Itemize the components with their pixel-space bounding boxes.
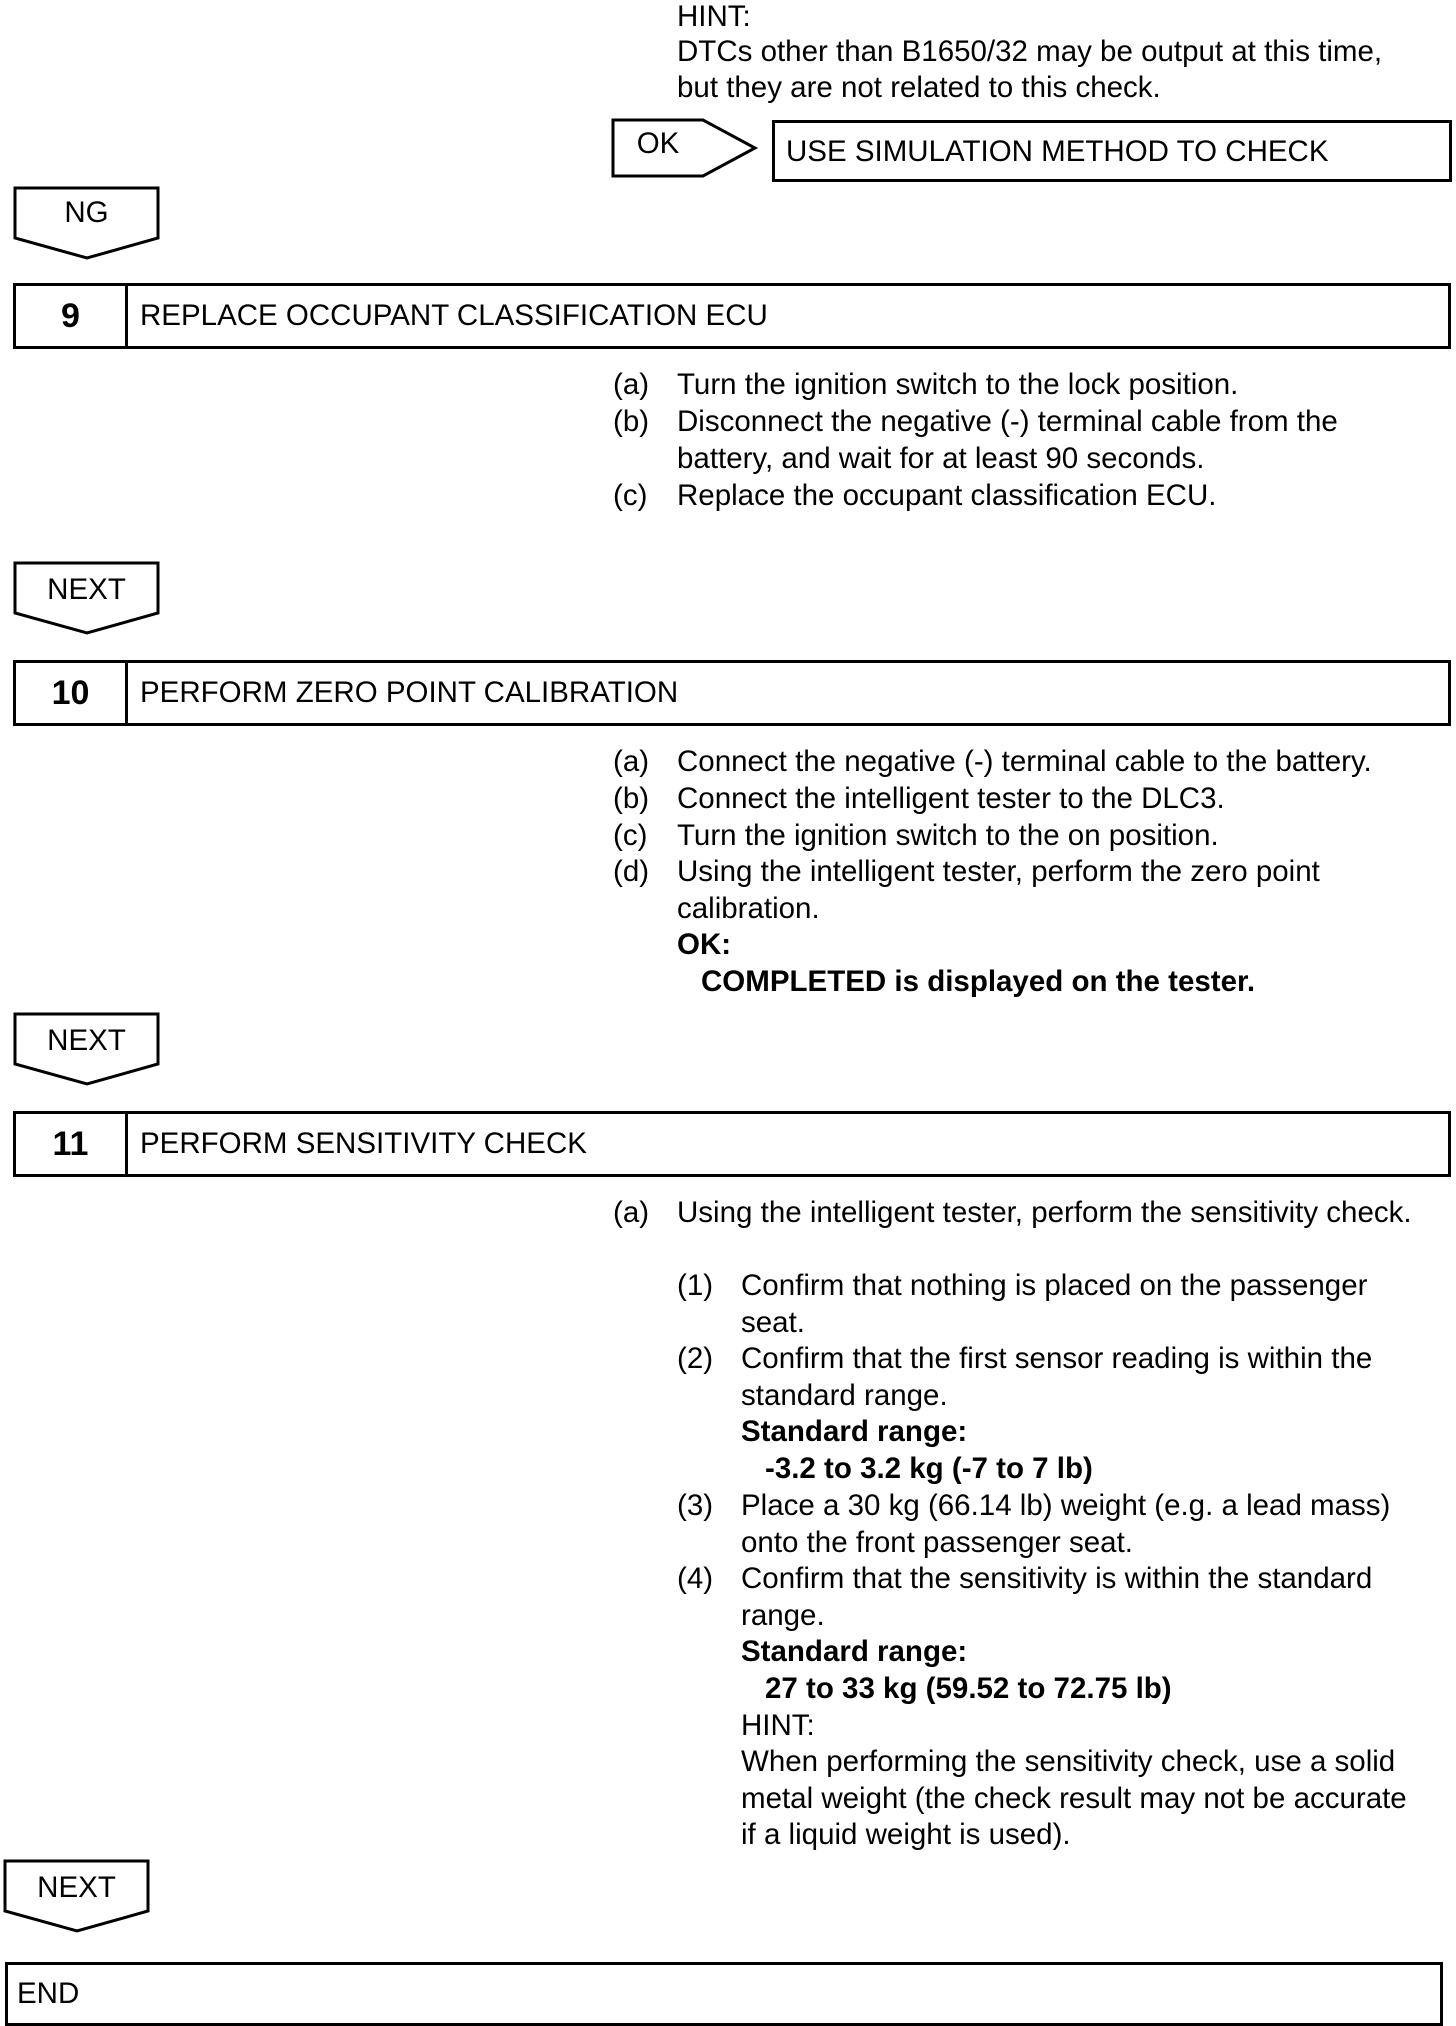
ok-result-box <box>772 120 1452 182</box>
step-10-item-c-letter: (c) <box>613 819 648 852</box>
hint-top-line2: but they are not related to this check. <box>677 71 1161 104</box>
step-11-hint-line1: When performing the sensitivity check, use a solid <box>741 1745 1396 1778</box>
ok-arrow-label: OK <box>636 127 680 160</box>
step-10-item-c-text: Turn the ignition switch to the on position. <box>677 819 1219 852</box>
step-10-item-b-letter: (b) <box>613 782 650 815</box>
step-9-item-a-text: Turn the ignition switch to the lock position. <box>677 368 1239 401</box>
step-11-std2-value: 27 to 33 kg (59.52 to 72.75 lb) <box>765 1672 1172 1705</box>
step-9-title: REPLACE OCCUPANT CLASSIFICATION ECU <box>140 299 768 332</box>
step-11-item-a-text: Using the intelligent tester, perform the sensitivity check. <box>677 1196 1412 1229</box>
step-11-sub3-num: (3) <box>677 1489 714 1522</box>
step-9-item-c-text: Replace the occupant classification ECU. <box>677 479 1217 512</box>
end-box <box>5 1962 1443 2026</box>
end-label: END <box>17 1977 80 2010</box>
step-10-ok-value: COMPLETED is displayed on the tester. <box>701 965 1256 998</box>
step-11-sub3-line2: onto the front passenger seat. <box>741 1526 1133 1559</box>
hint-top-line1: DTCs other than B1650/32 may be output at this time, <box>677 35 1383 68</box>
step-9-item-b-line2: battery, and wait for at least 90 seconds. <box>677 442 1205 475</box>
step-11-hint-line2: metal weight (the check result may not be accurate <box>741 1782 1407 1815</box>
step-10-item-d-line1: Using the intelligent tester, perform the zero point <box>677 855 1320 888</box>
step-9-header <box>13 283 1451 349</box>
step-11-sub2-line2: standard range. <box>741 1379 948 1412</box>
step-11-title: PERFORM SENSITIVITY CHECK <box>140 1127 587 1160</box>
step-10-header <box>13 660 1451 726</box>
ok-result-text: USE SIMULATION METHOD TO CHECK <box>786 135 1329 168</box>
next-10-label: NEXT <box>47 1024 126 1057</box>
step-11-std1-value: -3.2 to 3.2 kg (-7 to 7 lb) <box>765 1452 1093 1485</box>
step-11-std2-label: Standard range: <box>741 1635 968 1668</box>
step-11-sub1-num: (1) <box>677 1269 714 1302</box>
step-11-sub2-num: (2) <box>677 1342 714 1375</box>
step-10-item-a-letter: (a) <box>613 745 650 778</box>
ng-label: NG <box>64 196 109 229</box>
step-10-number: 10 <box>16 663 128 723</box>
step-11-std1-label: Standard range: <box>741 1415 968 1448</box>
step-11-sub2-line1: Confirm that the first sensor reading is within the <box>741 1342 1373 1375</box>
step-10-item-d-letter: (d) <box>613 855 650 888</box>
next-11-label: NEXT <box>37 1871 116 1904</box>
step-11-sub4-line2: range. <box>741 1599 825 1632</box>
step-11-sub4-line1: Confirm that the sensitivity is within the standard <box>741 1562 1373 1595</box>
step-9-item-a-letter: (a) <box>613 368 650 401</box>
step-10-title: PERFORM ZERO POINT CALIBRATION <box>140 676 679 709</box>
step-11-number: 11 <box>16 1114 128 1174</box>
step-11-sub3-line1: Place a 30 kg (66.14 lb) weight (e.g. a lead mass) <box>741 1489 1391 1522</box>
step-11-item-a-letter: (a) <box>613 1196 650 1229</box>
step-11-sub1-line1: Confirm that nothing is placed on the passenger <box>741 1269 1368 1302</box>
step-11-sub4-num: (4) <box>677 1562 714 1595</box>
hint-top-label: HINT: <box>677 0 751 33</box>
next-9-label: NEXT <box>47 573 126 606</box>
step-11-sub1-line2: seat. <box>741 1306 805 1339</box>
step-10-item-b-text: Connect the intelligent tester to the DLC3. <box>677 782 1225 815</box>
step-9-number: 9 <box>16 286 128 346</box>
step-9-item-c-letter: (c) <box>613 479 648 512</box>
step-11-header <box>13 1111 1451 1177</box>
step-11-hint-label: HINT: <box>741 1709 815 1742</box>
step-10-ok-label: OK: <box>677 928 732 961</box>
step-9-item-b-line1: Disconnect the negative (-) terminal cable from the <box>677 405 1338 438</box>
step-11-hint-line3: if a liquid weight is used). <box>741 1818 1071 1851</box>
step-10-item-d-line2: calibration. <box>677 892 820 925</box>
step-9-item-b-letter: (b) <box>613 405 650 438</box>
step-10-item-a-text: Connect the negative (-) terminal cable to the battery. <box>677 745 1372 778</box>
